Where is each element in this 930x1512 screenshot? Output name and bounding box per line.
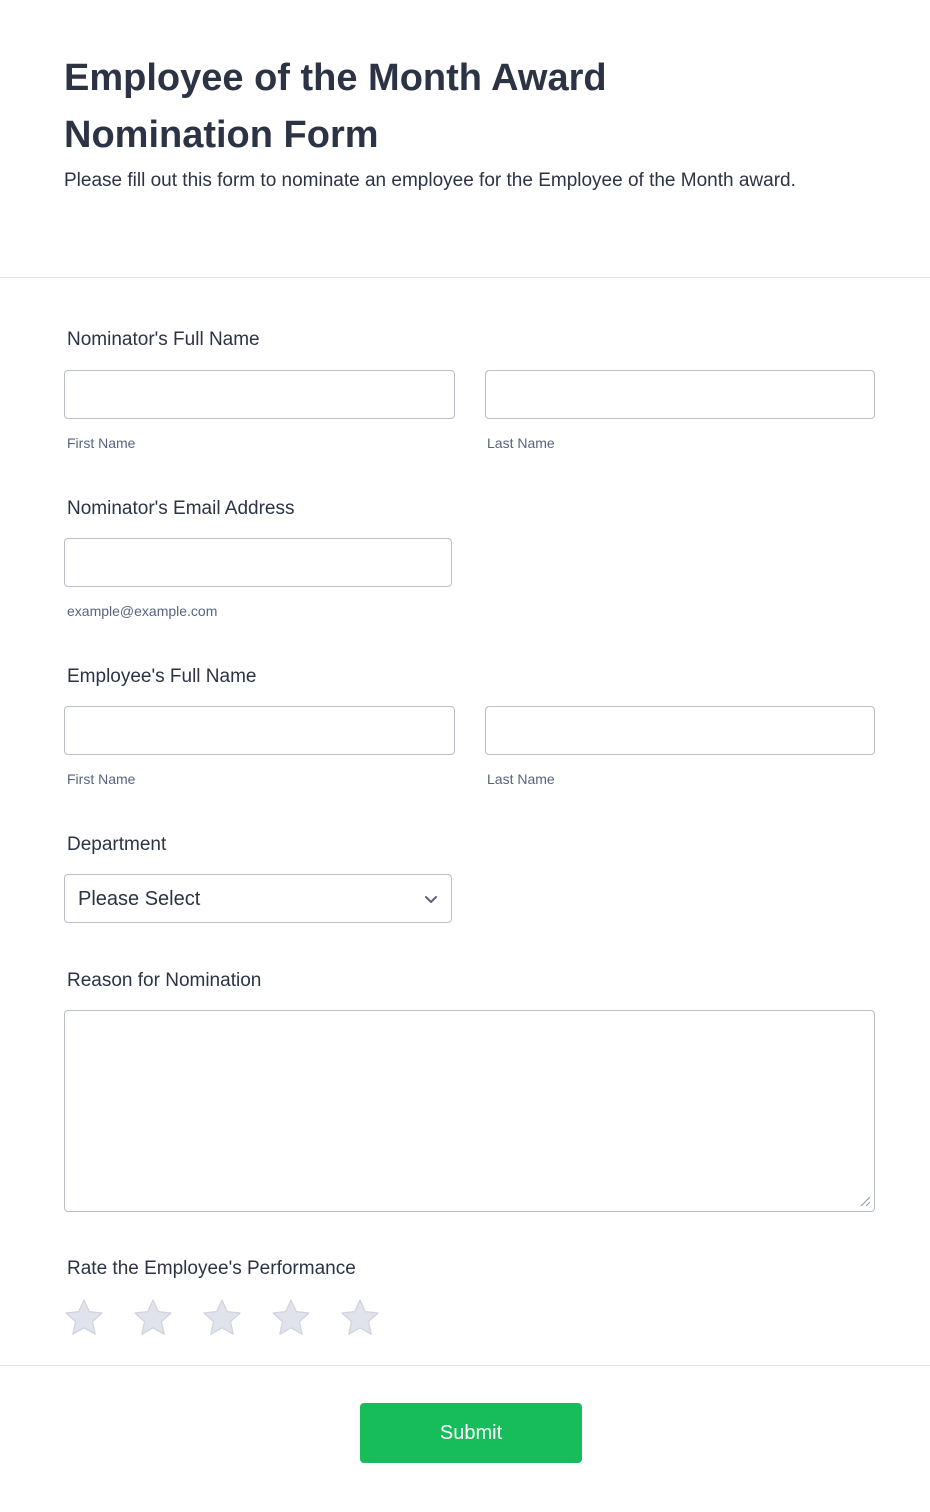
footer-divider xyxy=(0,1365,930,1366)
reason-label: Reason for Nomination xyxy=(67,970,262,991)
rating-label: Rate the Employee's Performance xyxy=(67,1258,356,1279)
nominator-first-name-input[interactable] xyxy=(64,370,455,419)
star-icon[interactable] xyxy=(64,1298,104,1338)
nominator-last-name-sublabel: Last Name xyxy=(487,435,555,451)
nominator-last-name-input[interactable] xyxy=(485,370,875,419)
star-icon[interactable] xyxy=(133,1298,173,1338)
nominator-first-name-sublabel: First Name xyxy=(67,435,136,451)
employee-first-name-sublabel: First Name xyxy=(67,771,136,787)
nominator-email-label: Nominator's Email Address xyxy=(67,498,295,519)
submit-button[interactable]: Submit xyxy=(360,1403,582,1463)
department-selected-value: Please Select xyxy=(78,888,201,910)
form-header xyxy=(0,0,930,278)
chevron-down-icon xyxy=(423,889,439,909)
nominator-email-input[interactable] xyxy=(64,538,452,587)
employee-last-name-sublabel: Last Name xyxy=(487,771,555,787)
nominator-name-label: Nominator's Full Name xyxy=(67,329,260,350)
nominator-email-sublabel: example@example.com xyxy=(67,603,218,619)
employee-last-name-input[interactable] xyxy=(485,706,875,755)
star-icon[interactable] xyxy=(271,1298,311,1338)
department-select[interactable] xyxy=(64,874,452,923)
star-rating[interactable] xyxy=(64,1298,394,1338)
employee-first-name-input[interactable] xyxy=(64,706,455,755)
form-title: Employee of the Month Award Nomination Form xyxy=(64,57,607,156)
form-subtitle: Please fill out this form to nominate an employee for the Employee of the Month award. xyxy=(64,170,796,191)
employee-name-label: Employee's Full Name xyxy=(67,666,257,687)
reason-textarea[interactable] xyxy=(64,1010,875,1212)
star-icon[interactable] xyxy=(340,1298,380,1338)
department-label: Department xyxy=(67,834,167,855)
resize-grip-icon[interactable] xyxy=(857,1193,871,1207)
star-icon[interactable] xyxy=(202,1298,242,1338)
